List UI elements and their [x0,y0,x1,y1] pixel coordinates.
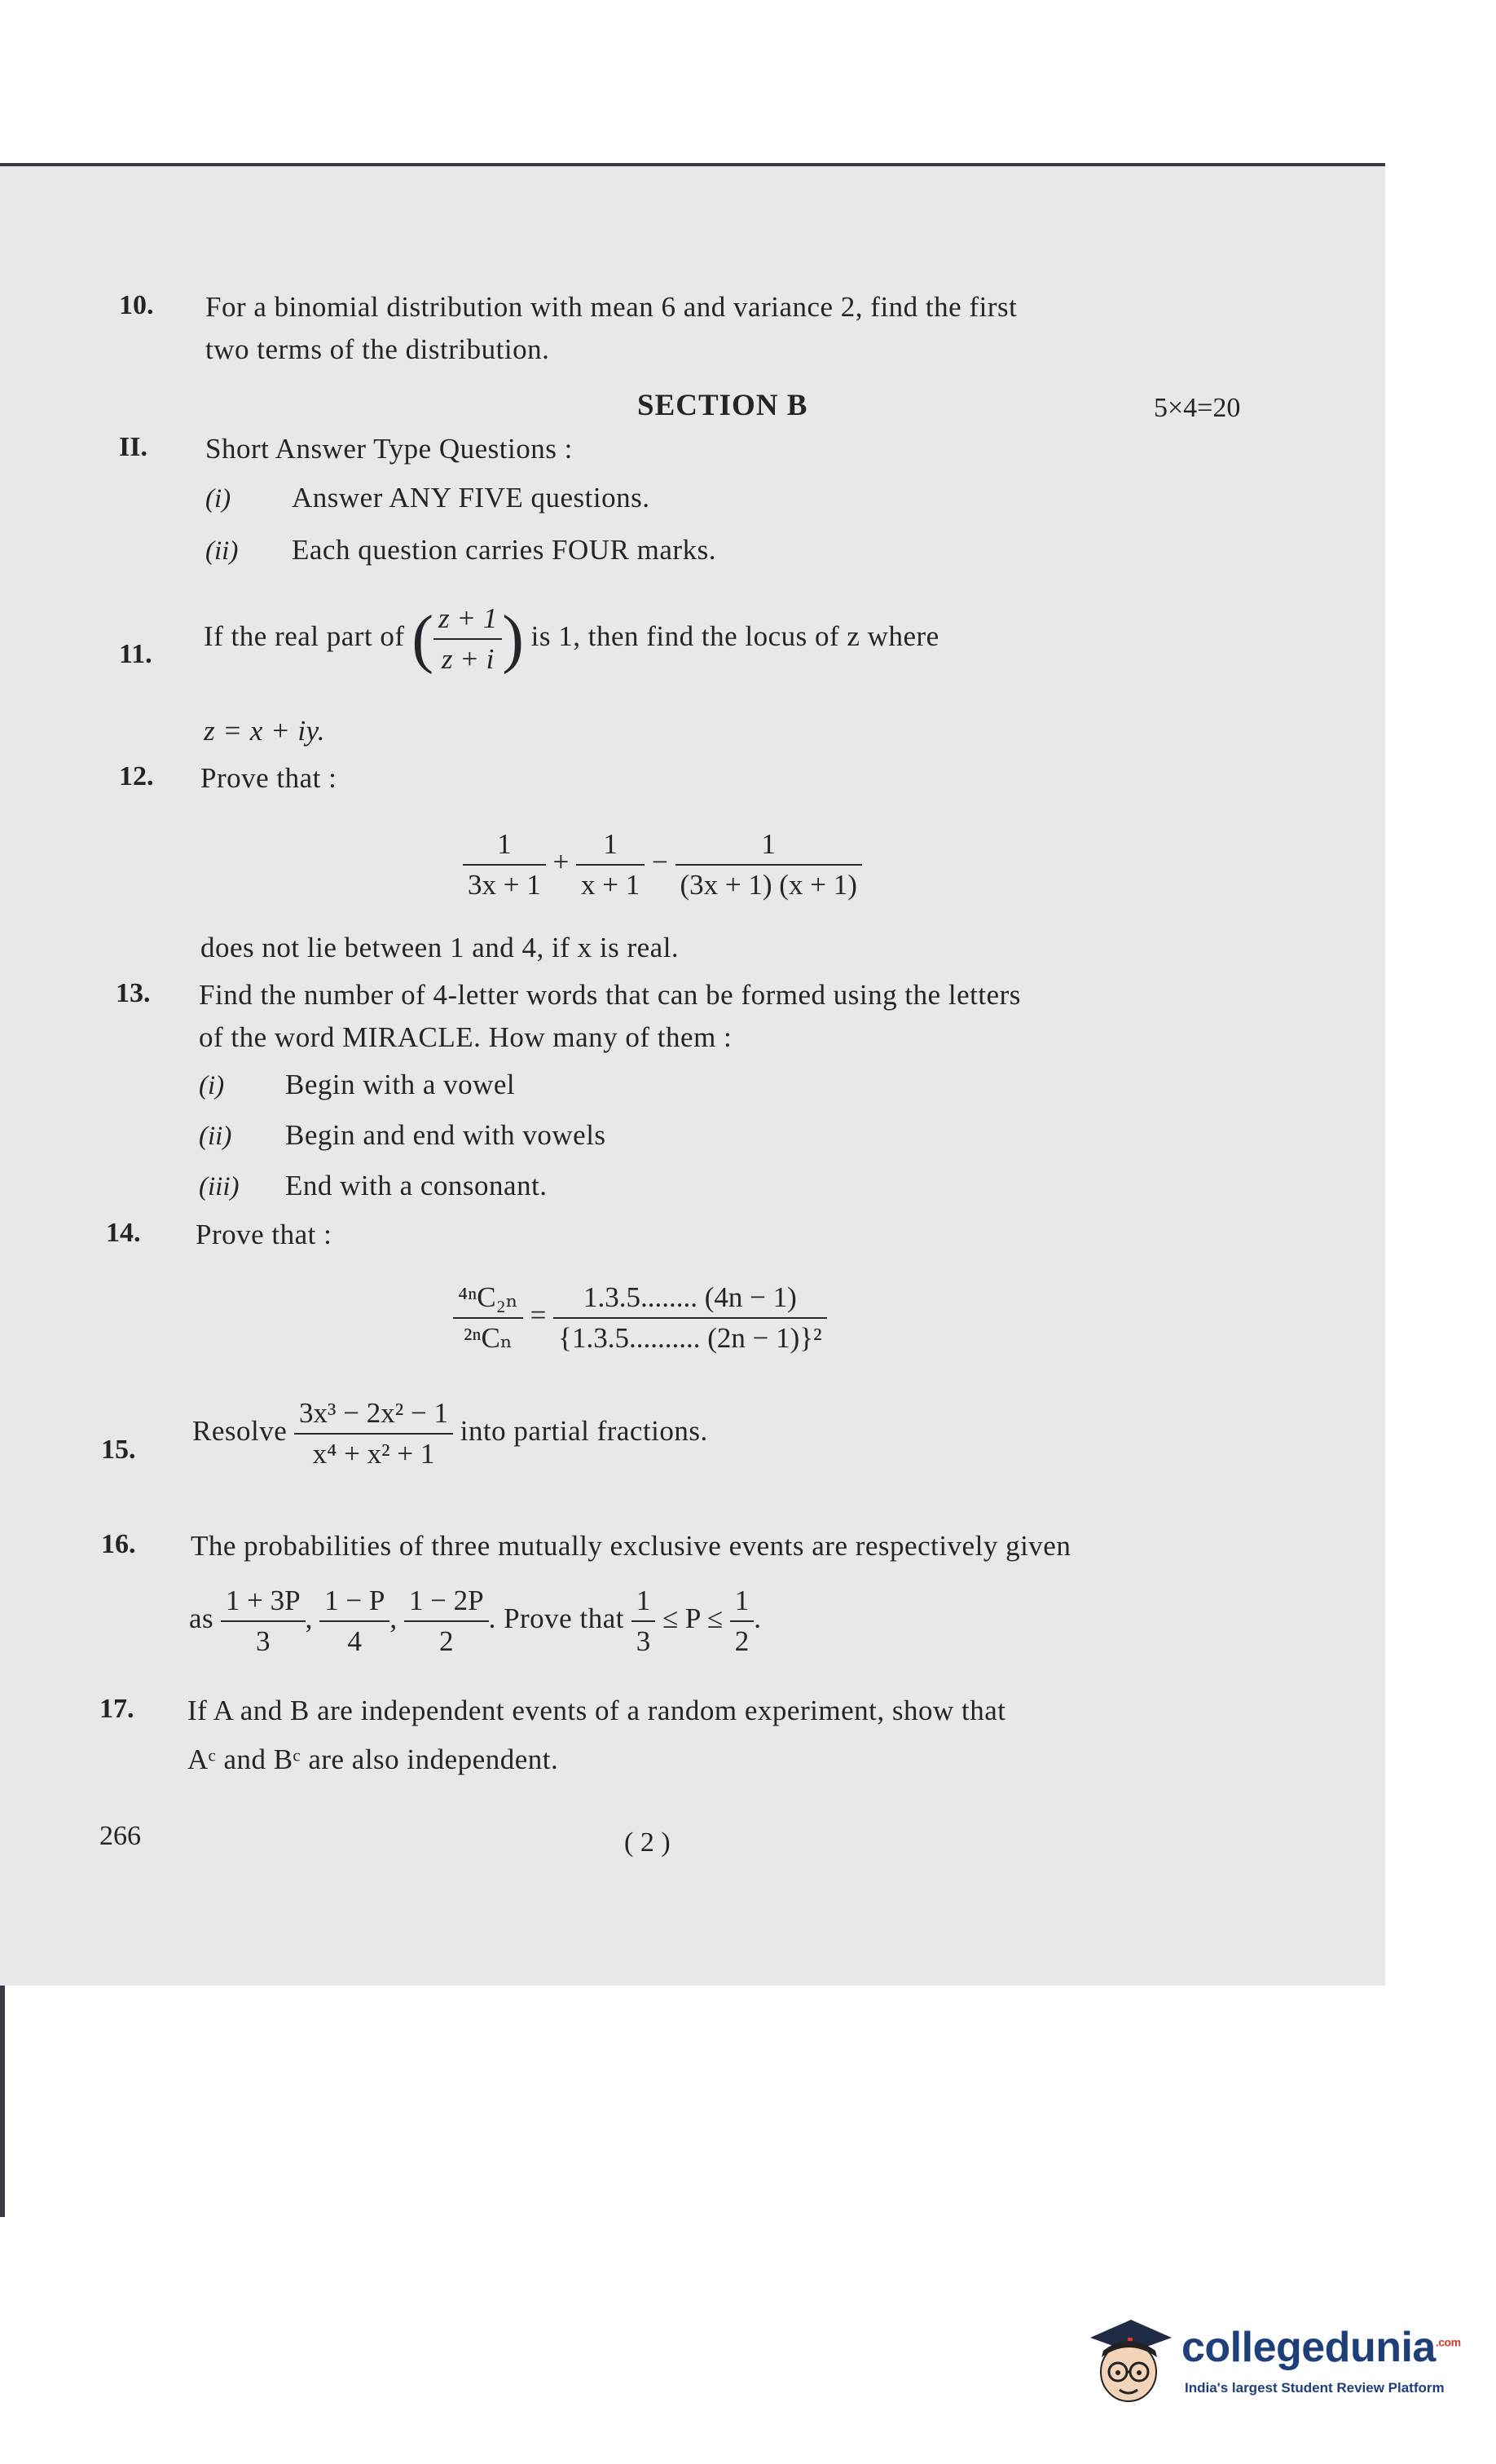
sub-item-label: (i) [199,1071,225,1100]
question-text: Aᶜ and Bᶜ are also independent. [187,1743,559,1775]
question-text: Find the number of 4-letter words that can be formed using the letters [199,979,1021,1011]
question-text: of the word MIRACLE. How many of them : [199,1021,733,1053]
section-marks: 5×4=20 [1154,393,1241,423]
page-number: ( 2 ) [624,1827,671,1858]
fraction: $\frac{z + 1}{z + i}$ [433,602,502,676]
fraction: $\frac{1 + 3P}{3}$ [221,1585,306,1658]
student-mascot-icon [1084,2315,1173,2404]
fraction: $\frac{1}{3}$ [631,1585,656,1658]
question-text: If A and B are independent events of a random experiment, show that [187,1695,1006,1726]
question-text: two terms of the distribution. [205,333,550,365]
logo-wordmark: collegedunia$^{.com}$ [1181,2324,1461,2371]
fraction: $\frac{1.3.5........ (4n - 1)}{\text{\{1.3.5.......... (2n − 1)\}²}}$ [553,1281,826,1355]
question-text: does not lie between 1 and 4, if x is real. [200,932,680,963]
sub-item-text: End with a consonant. [285,1170,548,1201]
question-number: 14. [106,1218,141,1248]
question-text: The probabilities of three mutually exclusive events are respectively given [191,1530,1071,1562]
question-math-line [192,1397,708,1470]
fraction: $\frac{1 - 2P}{2}$ [404,1585,489,1658]
sub-item-label: (iii) [199,1172,240,1201]
fraction: $\frac{1 - P}{4}$ [319,1585,389,1658]
sub-item-label: (i) [205,484,231,514]
question-number: 16. [101,1529,136,1559]
exam-page [0,163,1385,1986]
question-text: is 1, then find the locus of z where [530,620,939,653]
question-number: 10. [119,290,154,320]
equation: $\frac{1}{3x + 1}$ + $\frac{1}{x + 1}$ − $\frac{1}{(3x + 1) (x + 1)}$ [463,828,862,901]
fraction: $\frac{1}{2}$ [730,1585,755,1658]
question-math-line: as $\frac{1 + 3P}{3}$ , $\frac{1 - P}{4}$ , $\frac{1 - 2P}{2}$ . Prove that $\frac{1}{3}$ ≤ P ≤ $\frac{1}{2}$ . [189,1585,762,1657]
question-text: For a binomial distribution with mean 6 and variance 2, find the first [205,291,1018,323]
fraction: $\frac{1}{(3x + 1) (x + 1)}$ [675,828,862,901]
question-number: 17. [99,1694,134,1724]
question-text: into partial fractions. [460,1415,708,1448]
sub-item-label: (ii) [199,1122,232,1151]
fraction: $\frac{\text{3x³ − 2x² − 1}}{\text{x⁴ + x² + 1}}$ [294,1397,453,1470]
question-text: Short Answer Type Questions : [205,433,573,465]
question-text: z = x + iy. [204,715,325,747]
equation: $\frac{\text{⁴ⁿC₂ₙ}}{\text{²ⁿCₙ}}$ = $\frac{1.3.5........ (4n - 1)}{\text{\{1.3.5.......... (2n − 1)\}²}}$ [453,1281,827,1355]
paper-code: 266 [99,1821,141,1851]
logo-tagline: India's largest Student Review Platform [1185,2380,1445,2396]
sub-item-text: Begin and end with vowels [285,1119,606,1151]
question-text: Prove that : [196,1219,332,1250]
question-number: 13. [116,978,151,1008]
question-number: 15. [101,1435,136,1465]
question-text: Prove that : [200,762,337,794]
question-text: If the real part of [204,620,405,653]
question-number: 12. [119,761,154,791]
sub-item-text: Begin with a vowel [285,1069,516,1100]
fraction: $\frac{1}{3x + 1}$ [463,828,546,901]
sub-item-text: Each question carries FOUR marks. [292,534,716,566]
question-number: 11. [119,639,152,669]
collegedunia-logo [1084,2307,1461,2421]
fraction: $\frac{\text{⁴ⁿC₂ₙ}}{\text{²ⁿCₙ}}$ [453,1281,523,1355]
question-number: II. [119,432,147,462]
section-title: SECTION B [637,389,808,422]
question-text: Resolve [192,1415,288,1448]
sub-item-text: Answer ANY FIVE questions. [292,482,650,514]
sub-item-label: (ii) [205,536,239,566]
fraction: $\frac{1}{x + 1}$ [576,828,645,901]
question-math-line: If the real part of ( $\frac{z + 1}{z + i}$ ) is 1, then find the locus of z where [204,602,939,675]
